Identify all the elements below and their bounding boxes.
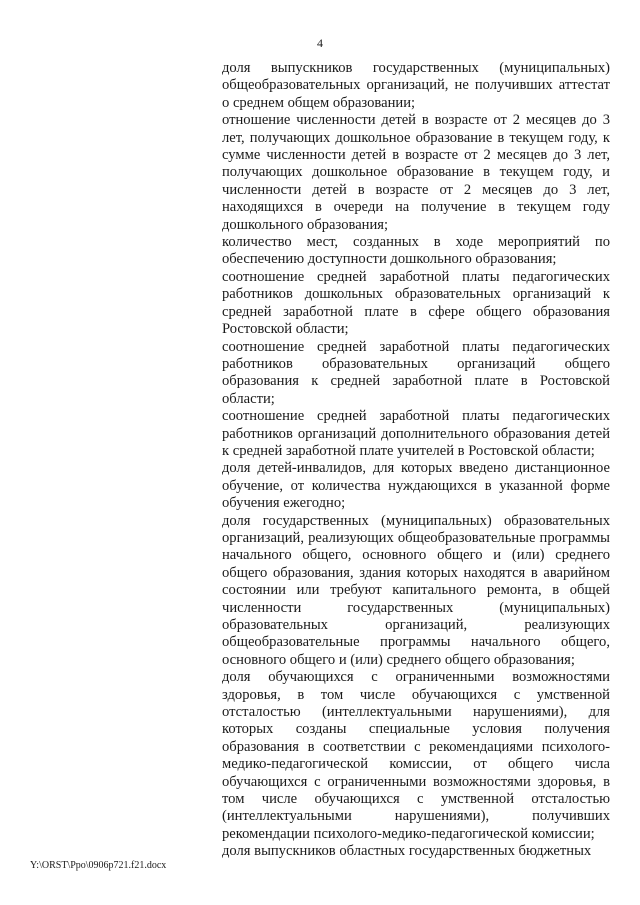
paragraph: доля детей-инвалидов, для которых введено дистанционное обучение, от количества нуждающихся в указанной форме обучения ежегодно;: [222, 460, 610, 512]
paragraph: соотношение средней заработной платы педагогических работников образовательных организаций общего образования к средней заработной плате в Ростовской области;: [222, 338, 610, 407]
paragraph: доля выпускников областных государственных бюджетных: [222, 843, 592, 860]
paragraph: доля государственных (муниципальных) образовательных организаций, реализующих общеобразовательные программы начального общего, основного общего и (или) среднего общего образования, здания которых находятся в аварийном состоянии или требуют капитального ремонта, в общей численности государственных (муниципальных) образовательных организаций, реализующих общеобразовательные программы начального общего, основного общего и (или) среднего общего образования;: [222, 512, 610, 668]
paragraph: соотношение средней заработной платы педагогических работников организаций дополнительного образования детей к средней заработной плате учителей в Ростовской области;: [222, 408, 610, 459]
paragraph: количество мест, созданных в ходе мероприятий по обеспечению доступности дошкольного образования;: [222, 234, 610, 268]
document-body: [222, 60, 610, 861]
paragraph: отношение численности детей в возрасте от 2 месяцев до 3 лет, получающих дошкольное образование в текущем году, к сумме численности детей в возрасте от 2 месяцев до 3 лет, получающих дошкольное образование в текущем году, и численности детей в возрасте от 2 месяцев до 3 лет, находящихся в очереди на получение в текущем году дошкольного образования;: [222, 112, 610, 233]
paragraph: доля обучающихся с ограниченными возможностями здоровья, в том числе обучающихся с умственной отсталостью (интеллектуальными нарушениями), для которых созданы специальные условия получения образования в соответствии с рекомендациями психолого-медико-педагогической комиссии, от общего числа обучающихся с ограниченными возможностями здоровья, в том числе обучающихся с умственной отсталостью (интеллектуальными нарушениями), получивших рекомендации психолого-медико-педагогической комиссии;: [222, 669, 610, 842]
footer-file-path: Y:\ORST\Ppo\0906p721.f21.docx: [30, 860, 167, 871]
paragraph: соотношение средней заработной платы педагогических работников дошкольных образовательных организаций к средней заработной плате в сфере общего образования Ростовской области;: [222, 268, 610, 338]
paragraph: доля выпускников государственных (муниципальных) общеобразовательных организаций, не получивших аттестат о среднем общем образовании;: [222, 60, 610, 111]
page-number: 4: [317, 36, 323, 50]
